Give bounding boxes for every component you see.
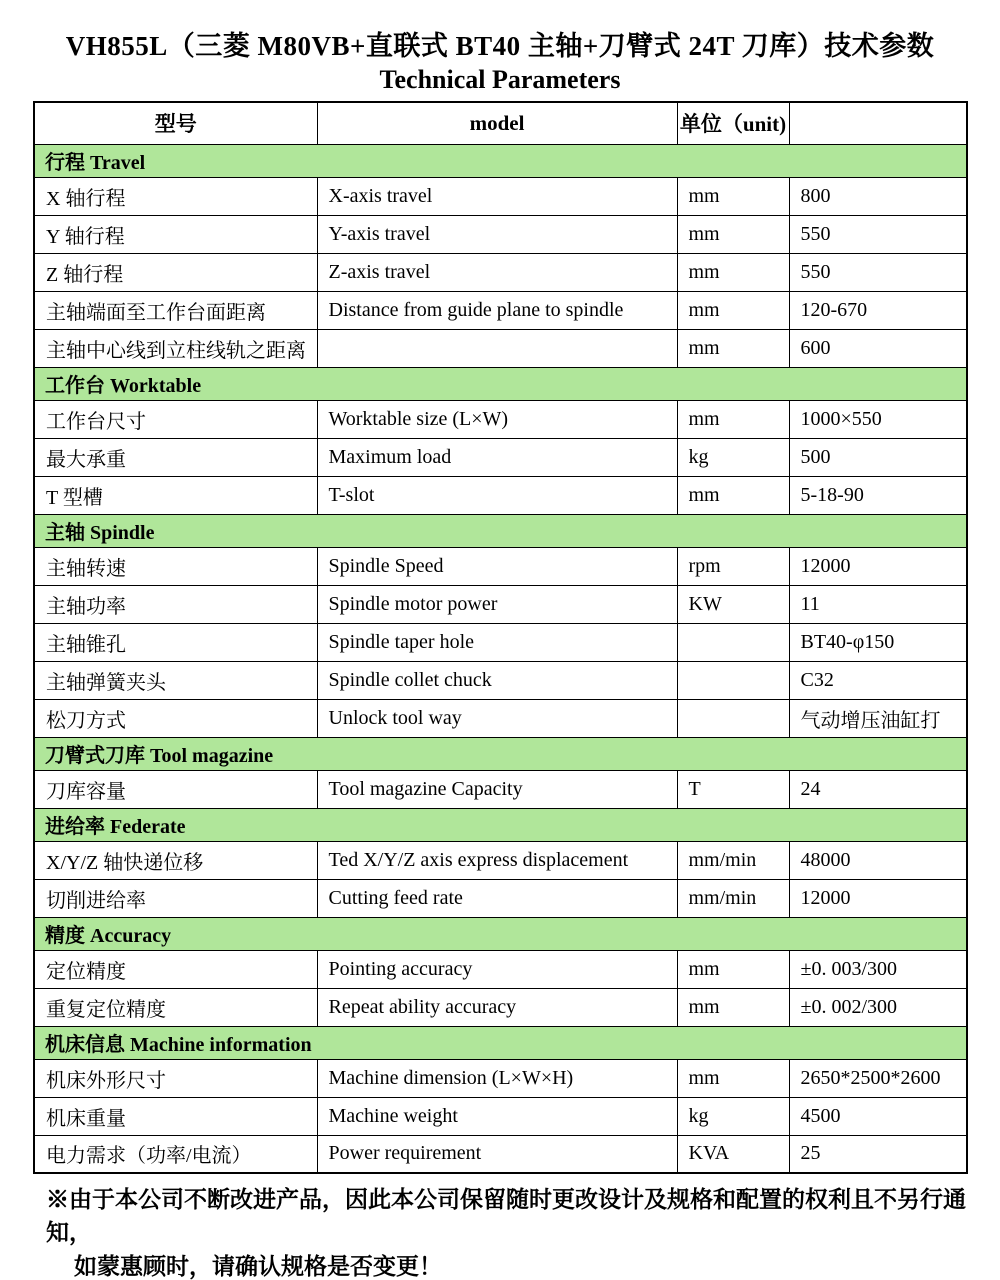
cell-parameter-model xyxy=(317,329,677,367)
header-model-cn: 型号 xyxy=(34,102,317,144)
cell-parameter-model: Spindle Speed xyxy=(317,547,677,585)
cell-value: 120-670 xyxy=(789,291,967,329)
cell-value: 12000 xyxy=(789,879,967,917)
section-header-row xyxy=(34,367,967,400)
cell-value: 48000 xyxy=(789,841,967,879)
footer-disclaimer xyxy=(46,1183,986,1280)
cell-parameter-name: 定位精度 xyxy=(34,950,317,988)
page-title: VH855L（三菱 M80VB+直联式 BT40 主轴+刀臂式 24T 刀库）技术参数 xyxy=(65,31,935,61)
table-row xyxy=(34,476,967,514)
table-row xyxy=(34,177,967,215)
technical-parameters-table xyxy=(33,101,968,1174)
cell-parameter-model: Repeat ability accuracy xyxy=(317,988,677,1026)
cell-parameter-model: Spindle taper hole xyxy=(317,623,677,661)
cell-parameter-name: 工作台尺寸 xyxy=(34,400,317,438)
cell-parameter-model: Machine dimension (L×W×H) xyxy=(317,1059,677,1097)
cell-value: 2650*2500*2600 xyxy=(789,1059,967,1097)
cell-parameter-model: Machine weight xyxy=(317,1097,677,1135)
cell-parameter-name: Z 轴行程 xyxy=(34,253,317,291)
section-header-row xyxy=(34,917,967,950)
cell-value: 500 xyxy=(789,438,967,476)
cell-parameter-model: Maximum load xyxy=(317,438,677,476)
table-row xyxy=(34,438,967,476)
cell-value: 800 xyxy=(789,177,967,215)
cell-value: ±0. 003/300 xyxy=(789,950,967,988)
cell-value: 11 xyxy=(789,585,967,623)
table-row xyxy=(34,329,967,367)
cell-parameter-name: 刀库容量 xyxy=(34,770,317,808)
cell-parameter-name: 主轴中心线到立柱线轨之距离 xyxy=(34,329,317,367)
cell-parameter-name: 机床外形尺寸 xyxy=(34,1059,317,1097)
cell-value: 600 xyxy=(789,329,967,367)
table-row xyxy=(34,547,967,585)
cell-unit: kg xyxy=(677,438,789,476)
cell-unit: mm xyxy=(677,177,789,215)
table-row xyxy=(34,400,967,438)
cell-unit: kg xyxy=(677,1097,789,1135)
cell-parameter-name: 主轴锥孔 xyxy=(34,623,317,661)
cell-parameter-name: X 轴行程 xyxy=(34,177,317,215)
cell-value: BT40-φ150 xyxy=(789,623,967,661)
cell-parameter-model: Worktable size (L×W) xyxy=(317,400,677,438)
cell-parameter-name: 机床重量 xyxy=(34,1097,317,1135)
cell-parameter-name: 主轴功率 xyxy=(34,585,317,623)
table-row xyxy=(34,623,967,661)
cell-parameter-model: Distance from guide plane to spindle xyxy=(317,291,677,329)
footer-disclaimer-line2: 如蒙惠顾时，请确认规格是否变更！ xyxy=(74,1253,442,1279)
section-title: 精度 Accuracy xyxy=(34,917,967,950)
table-row xyxy=(34,841,967,879)
cell-parameter-name: Y 轴行程 xyxy=(34,215,317,253)
table-row xyxy=(34,1059,967,1097)
section-title: 刀臂式刀库 Tool magazine xyxy=(34,737,967,770)
cell-parameter-model: Unlock tool way xyxy=(317,699,677,737)
cell-unit: mm xyxy=(677,400,789,438)
cell-parameter-name: 松刀方式 xyxy=(34,699,317,737)
section-header-row xyxy=(34,737,967,770)
table-row xyxy=(34,291,967,329)
cell-value: 25 xyxy=(789,1135,967,1173)
cell-parameter-name: 切削进给率 xyxy=(34,879,317,917)
cell-parameter-model: Cutting feed rate xyxy=(317,879,677,917)
table-header-row xyxy=(34,102,967,144)
cell-unit: mm xyxy=(677,253,789,291)
page-subtitle: Technical Parameters xyxy=(379,65,621,94)
cell-value: 24 xyxy=(789,770,967,808)
cell-value: 5-18-90 xyxy=(789,476,967,514)
cell-unit: mm xyxy=(677,291,789,329)
section-title: 主轴 Spindle xyxy=(34,514,967,547)
section-header-row xyxy=(34,808,967,841)
cell-unit: mm xyxy=(677,1059,789,1097)
cell-parameter-name: 重复定位精度 xyxy=(34,988,317,1026)
cell-value: ±0. 002/300 xyxy=(789,988,967,1026)
cell-parameter-model: Y-axis travel xyxy=(317,215,677,253)
section-title: 进给率 Federate xyxy=(34,808,967,841)
table-row xyxy=(34,699,967,737)
section-title: 工作台 Worktable xyxy=(34,367,967,400)
cell-parameter-model: X-axis travel xyxy=(317,177,677,215)
cell-unit: rpm xyxy=(677,547,789,585)
table-row xyxy=(34,1135,967,1173)
cell-parameter-model: Spindle motor power xyxy=(317,585,677,623)
cell-unit: mm xyxy=(677,950,789,988)
cell-value: 12000 xyxy=(789,547,967,585)
table-row xyxy=(34,253,967,291)
cell-unit xyxy=(677,623,789,661)
table-row xyxy=(34,988,967,1026)
cell-parameter-model: Ted X/Y/Z axis express displacement xyxy=(317,841,677,879)
section-header-row xyxy=(34,144,967,177)
cell-parameter-name: 主轴弹簧夹头 xyxy=(34,661,317,699)
cell-parameter-name: 电力需求（功率/电流） xyxy=(34,1135,317,1173)
table-row xyxy=(34,585,967,623)
table-row xyxy=(34,661,967,699)
cell-unit: T xyxy=(677,770,789,808)
table-row xyxy=(34,879,967,917)
section-title: 行程 Travel xyxy=(34,144,967,177)
cell-unit: mm xyxy=(677,988,789,1026)
cell-unit: KW xyxy=(677,585,789,623)
cell-parameter-name: 最大承重 xyxy=(34,438,317,476)
cell-value: 550 xyxy=(789,215,967,253)
section-header-row xyxy=(34,514,967,547)
section-header-row xyxy=(34,1026,967,1059)
cell-value: C32 xyxy=(789,661,967,699)
cell-parameter-name: 主轴端面至工作台面距离 xyxy=(34,291,317,329)
cell-unit xyxy=(677,699,789,737)
cell-value: 气动增压油缸打 xyxy=(789,699,967,737)
footer-disclaimer-line1: ※由于本公司不断改进产品，因此本公司保留随时更改设计及规格和配置的权利且不另行通知， xyxy=(46,1187,966,1246)
header-model-en: model xyxy=(317,102,677,144)
cell-unit: mm xyxy=(677,476,789,514)
cell-parameter-model: Z-axis travel xyxy=(317,253,677,291)
cell-parameter-model: Power requirement xyxy=(317,1135,677,1173)
cell-value: 1000×550 xyxy=(789,400,967,438)
cell-parameter-name: X/Y/Z 轴快递位移 xyxy=(34,841,317,879)
table-row xyxy=(34,1097,967,1135)
cell-parameter-model: T-slot xyxy=(317,476,677,514)
header-unit: 单位（unit) xyxy=(677,102,789,144)
cell-unit: KVA xyxy=(677,1135,789,1173)
table-row xyxy=(34,950,967,988)
cell-parameter-model: Spindle collet chuck xyxy=(317,661,677,699)
cell-unit: mm/min xyxy=(677,879,789,917)
cell-unit: mm xyxy=(677,329,789,367)
header-value xyxy=(789,102,967,144)
cell-parameter-name: 主轴转速 xyxy=(34,547,317,585)
cell-parameter-model: Tool magazine Capacity xyxy=(317,770,677,808)
cell-unit: mm/min xyxy=(677,841,789,879)
table-row xyxy=(34,215,967,253)
cell-value: 550 xyxy=(789,253,967,291)
section-title: 机床信息 Machine information xyxy=(34,1026,967,1059)
cell-unit: mm xyxy=(677,215,789,253)
cell-parameter-name: T 型槽 xyxy=(34,476,317,514)
cell-parameter-model: Pointing accuracy xyxy=(317,950,677,988)
cell-unit xyxy=(677,661,789,699)
table-row xyxy=(34,770,967,808)
cell-value: 4500 xyxy=(789,1097,967,1135)
